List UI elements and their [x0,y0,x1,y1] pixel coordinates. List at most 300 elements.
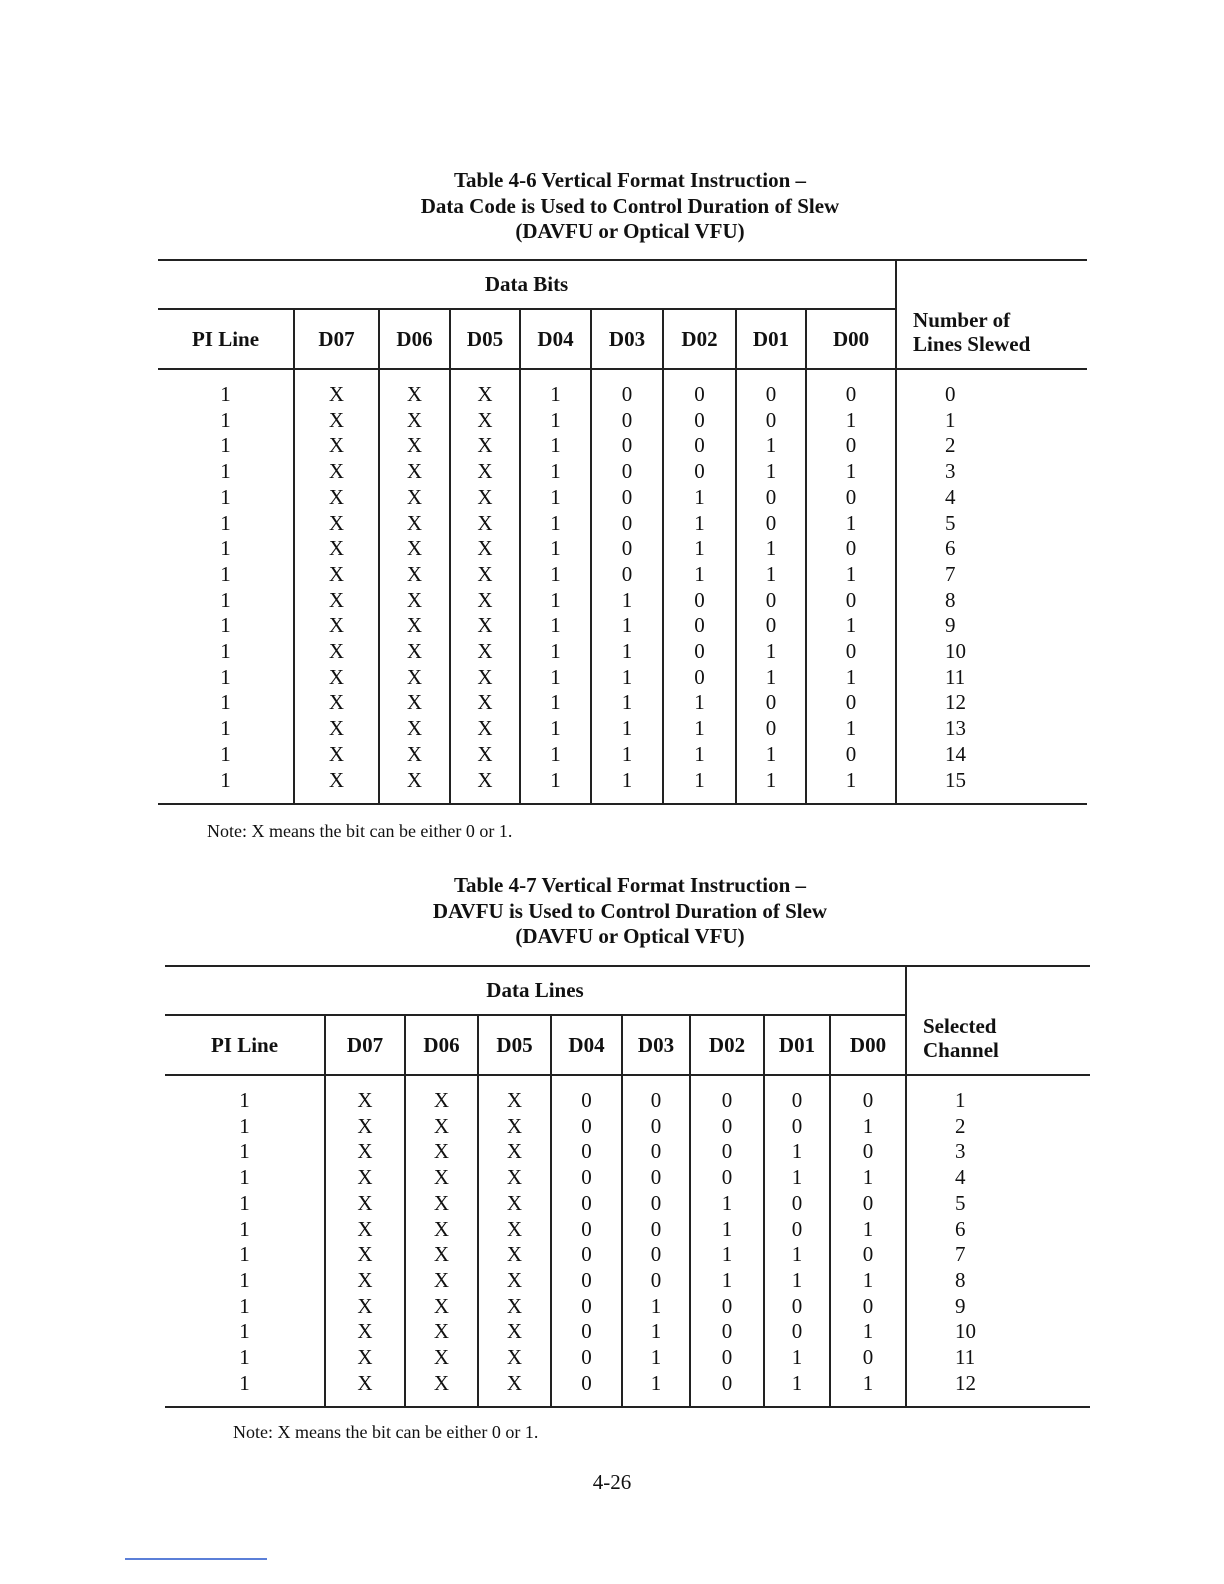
table-cell: X [405,1165,478,1191]
table-cell: 0 [663,613,736,639]
table-cell: 15 [896,768,1087,805]
table-cell: X [325,1191,405,1217]
table-cell: X [294,485,379,511]
table-cell: 0 [690,1345,764,1371]
table-cell: 0 [806,639,896,665]
table-cell: X [325,1345,405,1371]
table-cell: 0 [764,1114,830,1140]
table-row [158,742,1087,768]
table-cell: 1 [520,511,591,537]
column-header: D07 [325,1015,405,1075]
header-line: Number of [913,308,1011,332]
table-cell: 1 [239,1267,250,1292]
table-cell: X [379,613,450,639]
table-cell: 1 [663,511,736,537]
table-cell: 0 [663,665,736,691]
table-cell: 0 [663,369,736,408]
table-cell: 1 [622,1345,690,1371]
table-cell: 0 [806,485,896,511]
table-cell: X [294,716,379,742]
column-header: D06 [379,309,450,369]
table-cell: 13 [896,716,1087,742]
table-cell: X [405,1319,478,1345]
table-cell: X [405,1371,478,1408]
table-cell: 10 [896,639,1087,665]
table-cell: 1 [220,407,231,432]
table-cell: 1 [591,613,663,639]
table-row [165,1139,1090,1165]
table-row [158,716,1087,742]
table-cell: 0 [830,1242,906,1268]
table-cell: X [405,1242,478,1268]
table-cell: 1 [520,369,591,408]
table-cell: 0 [690,1139,764,1165]
table-cell: 0 [551,1075,622,1114]
table-cell: 0 [591,369,663,408]
table-cell: 1 [220,459,231,484]
table-cell: X [478,1294,551,1320]
table-cell: 8 [906,1268,1090,1294]
table-row [158,665,1087,691]
table-cell: 0 [551,1371,622,1408]
table-cell: 1 [663,485,736,511]
table-cell: 1 [520,639,591,665]
table-cell: 1 [906,1075,1090,1114]
table-cell: 0 [551,1268,622,1294]
table-cell: X [450,742,520,768]
table-cell: 4 [896,485,1087,511]
table-cell: 1 [830,1217,906,1243]
table-cell: X [379,665,450,691]
table-cell: X [405,1345,478,1371]
table-cell: 0 [663,459,736,485]
table-cell: X [325,1114,405,1140]
table-cell: 0 [764,1294,830,1320]
table-cell: 1 [520,613,591,639]
table-cell: X [325,1165,405,1191]
table-cell: 0 [690,1319,764,1345]
table-cell: X [450,716,520,742]
table-cell: X [450,369,520,408]
table-row [165,1319,1090,1345]
column-header: D01 [764,1015,830,1075]
table-cell: 1 [690,1217,764,1243]
table-cell: 0 [806,690,896,716]
table-cell: 0 [551,1319,622,1345]
table-cell: 1 [736,639,806,665]
table-cell: X [325,1268,405,1294]
table-cell: 0 [764,1217,830,1243]
table-cell: 0 [806,369,896,408]
table-row [165,1268,1090,1294]
table-cell: 0 [690,1165,764,1191]
caption-line: (DAVFU or Optical VFU) [515,924,745,948]
table-row [158,459,1087,485]
column-header: D00 [806,309,896,369]
table-cell: X [405,1139,478,1165]
table-cell: 9 [906,1294,1090,1320]
table-cell: 0 [690,1075,764,1114]
table-cell: 0 [591,459,663,485]
table-cell: X [379,485,450,511]
table-cell: X [405,1268,478,1294]
table-cell: 0 [764,1319,830,1345]
table-cell: 1 [520,716,591,742]
table-row [158,511,1087,537]
table-cell: X [379,433,450,459]
table-cell: 6 [896,536,1087,562]
table-cell: 0 [736,716,806,742]
table-cell: 1 [806,716,896,742]
column-header: PI Line [158,309,294,369]
table-cell: 0 [830,1294,906,1320]
table-cell: 11 [906,1345,1090,1371]
table-cell: X [478,1242,551,1268]
table-cell: 0 [622,1139,690,1165]
table-cell: 1 [520,665,591,691]
table-cell: X [405,1191,478,1217]
table-cell: 0 [622,1114,690,1140]
table-cell: 0 [736,588,806,614]
table-row [158,408,1087,434]
table-row [165,1242,1090,1268]
table-cell: 0 [736,369,806,408]
table-row [165,1165,1090,1191]
table-cell: 1 [622,1319,690,1345]
table-row [165,1191,1090,1217]
table-cell: 0 [663,639,736,665]
table-cell: 0 [736,408,806,434]
column-header: D03 [591,309,663,369]
table-cell: 1 [520,562,591,588]
table-cell: 1 [736,459,806,485]
table-cell: X [294,562,379,588]
table-cell: 1 [830,1114,906,1140]
table-cell: 0 [591,485,663,511]
table-cell: 1 [591,742,663,768]
column-header: D06 [405,1015,478,1075]
table-cell: X [379,408,450,434]
table-cell: X [478,1268,551,1294]
table-row [158,562,1087,588]
caption-line: Data Code is Used to Control Duration of Slew [420,193,840,218]
table-cell: X [325,1075,405,1114]
table-cell: 0 [896,369,1087,408]
table-row [165,1217,1090,1243]
table-cell: X [379,639,450,665]
table-cell: 1 [736,433,806,459]
table-row [158,433,1087,459]
table-cell: X [294,768,379,805]
table-cell: X [325,1319,405,1345]
table-cell: 1 [239,1139,250,1164]
table-cell: X [450,408,520,434]
table-cell: X [450,536,520,562]
table-cell: 0 [690,1371,764,1408]
table-cell: 1 [663,742,736,768]
caption-line: Table 4-7 Vertical Format Instruction – [453,873,807,897]
table-cell: 0 [663,588,736,614]
table-cell: 0 [551,1114,622,1140]
table-cell: 1 [806,459,896,485]
column-header: D05 [450,309,520,369]
table-cell: 1 [591,716,663,742]
table-cell: 9 [896,613,1087,639]
column-header: D01 [736,309,806,369]
table-cell: 1 [764,1139,830,1165]
table-cell: 0 [551,1139,622,1165]
table-cell: 1 [239,1319,250,1344]
table-cell: X [450,485,520,511]
table-cell: 1 [622,1371,690,1408]
table-cell: 0 [551,1191,622,1217]
page-number: 4-26 [592,1470,632,1494]
table-cell: 6 [906,1217,1090,1243]
column-header: D03 [622,1015,690,1075]
table-cell: 1 [239,1088,250,1112]
column-header: D02 [690,1015,764,1075]
table-cell: X [325,1217,405,1243]
table-cell: 1 [764,1165,830,1191]
table-cell: X [294,665,379,691]
table-cell: 1 [736,562,806,588]
table-cell: 1 [591,690,663,716]
table-cell: 1 [239,1345,250,1370]
table-cell: X [379,459,450,485]
table-cell: 0 [622,1268,690,1294]
table-cell: 1 [736,768,806,805]
table-cell: X [450,511,520,537]
table-cell: 2 [906,1114,1090,1140]
table-4-7-note: Note: X means the bit can be either 0 or 1. [233,1422,539,1442]
table-cell: 0 [622,1217,690,1243]
table-cell: 0 [830,1075,906,1114]
table-cell: X [450,665,520,691]
table-cell: X [294,433,379,459]
table-cell: 0 [622,1242,690,1268]
table-cell: 0 [690,1294,764,1320]
table-cell: 1 [896,408,1087,434]
table-cell: 12 [906,1371,1090,1408]
table-cell: 0 [830,1345,906,1371]
table-cell: 1 [806,562,896,588]
table-cell: 1 [239,1165,250,1190]
table-cell: 1 [764,1345,830,1371]
table-cell: 0 [551,1345,622,1371]
table-cell: X [379,690,450,716]
table-cell: 7 [896,562,1087,588]
table-cell: 1 [220,664,231,689]
table-cell: 0 [736,485,806,511]
table-cell: 1 [220,716,231,741]
table-cell: X [450,562,520,588]
table-cell: 5 [906,1191,1090,1217]
table-cell: 1 [830,1268,906,1294]
table-cell: 1 [220,561,231,586]
table-cell: 0 [806,588,896,614]
table-cell: X [450,433,520,459]
table-cell: 0 [806,433,896,459]
table-cell: X [478,1139,551,1165]
table-4-6-caption [0,168,1224,245]
table-cell: X [379,562,450,588]
table-row [165,1345,1090,1371]
table-cell: 1 [520,588,591,614]
column-header: D07 [294,309,379,369]
column-header: D00 [830,1015,906,1075]
table-cell: 1 [520,459,591,485]
table-row [158,485,1087,511]
header-line: Selected [923,1014,997,1038]
table-cell: X [325,1294,405,1320]
table-cell: 0 [736,511,806,537]
table-cell: 1 [806,768,896,805]
table-cell: 1 [520,408,591,434]
table-cell: 1 [663,690,736,716]
table-cell: X [478,1217,551,1243]
table-cell: 1 [690,1191,764,1217]
table-row [158,369,1087,408]
right-column-header [906,966,1090,1075]
table-cell: 0 [806,742,896,768]
table-cell: 1 [690,1242,764,1268]
table-cell: 1 [239,1242,250,1267]
table-cell: 1 [158,768,294,805]
table-cell: 1 [220,484,231,509]
table-cell: 1 [520,768,591,805]
table-cell: 1 [622,1294,690,1320]
table-cell: X [405,1294,478,1320]
table-cell: 1 [520,485,591,511]
table-cell: 7 [906,1242,1090,1268]
table-cell: X [294,536,379,562]
group-header: Data Lines [165,966,906,1015]
table-cell: 0 [663,408,736,434]
table-cell: 1 [220,613,231,638]
table-row [165,1294,1090,1320]
table-cell: 1 [165,1371,325,1408]
table-cell: X [379,588,450,614]
table-cell: 1 [520,690,591,716]
footer-rule [125,1558,267,1560]
table-cell: X [450,690,520,716]
table-cell: 1 [736,536,806,562]
table-cell: X [325,1371,405,1408]
table-cell: 0 [663,433,736,459]
table-cell: 1 [830,1165,906,1191]
table-cell: 1 [764,1371,830,1408]
table-cell: X [379,742,450,768]
table-cell: X [478,1191,551,1217]
table-cell: 1 [220,639,231,664]
table-cell: X [379,536,450,562]
table-cell: X [294,369,379,408]
table-cell: 1 [220,382,231,406]
table-cell: X [478,1075,551,1114]
table-4-7-caption [0,873,1224,950]
table-cell: 1 [806,408,896,434]
group-header: Data Bits [158,260,896,309]
table-cell: X [294,613,379,639]
table-cell: 11 [896,665,1087,691]
table-cell: 1 [806,511,896,537]
table-cell: X [379,369,450,408]
column-header: D05 [478,1015,551,1075]
table-row [158,639,1087,665]
table-cell: X [379,511,450,537]
table-cell: 2 [896,433,1087,459]
table-cell: X [450,459,520,485]
table-cell: 0 [622,1165,690,1191]
table-cell: 3 [906,1139,1090,1165]
table-cell: 4 [906,1165,1090,1191]
table-cell: 0 [736,613,806,639]
table-cell: 1 [239,1113,250,1138]
table-row [165,1075,1090,1114]
table-row [158,768,1087,805]
table-cell: 0 [551,1242,622,1268]
table-cell: 0 [591,562,663,588]
table-cell: 0 [622,1075,690,1114]
table-cell: 0 [591,536,663,562]
table-cell: 1 [220,690,231,715]
table-cell: X [405,1075,478,1114]
table-cell: 1 [663,536,736,562]
table-cell: 10 [906,1319,1090,1345]
header-line: Lines Slewed [913,332,1031,356]
table-4-6 [158,259,1087,805]
table-cell: 1 [220,510,231,535]
table-cell: X [405,1217,478,1243]
table-cell: X [294,511,379,537]
table-cell: 1 [830,1371,906,1408]
column-header: D02 [663,309,736,369]
right-column-header [896,260,1087,369]
caption-line: DAVFU is Used to Control Duration of Slew [432,898,828,923]
table-cell: 0 [806,536,896,562]
table-cell: 8 [896,588,1087,614]
table-cell: X [379,768,450,805]
table-cell: 0 [551,1217,622,1243]
table-cell: 1 [764,1242,830,1268]
table-cell: 1 [830,1319,906,1345]
table-cell: 0 [622,1191,690,1217]
table-cell: 1 [220,741,231,766]
table-cell: 0 [551,1294,622,1320]
table-cell: 1 [806,613,896,639]
table-cell: X [294,639,379,665]
table-cell: X [405,1114,478,1140]
table-cell: 0 [591,433,663,459]
column-header: D04 [520,309,591,369]
table-row [158,690,1087,716]
caption-line: Table 4-6 Vertical Format Instruction – [453,168,807,192]
table-cell: 12 [896,690,1087,716]
table-cell: 0 [591,511,663,537]
table-4-6-note: Note: X means the bit can be either 0 or 1. [207,821,513,841]
table-cell: X [294,588,379,614]
table-cell: X [450,588,520,614]
table-row [158,536,1087,562]
table-cell: 1 [736,742,806,768]
table-4-7 [165,965,1090,1408]
table-cell: 0 [736,690,806,716]
table-cell: 1 [520,433,591,459]
table-cell: 1 [806,665,896,691]
table-cell: 0 [690,1114,764,1140]
table-cell: X [478,1165,551,1191]
table-cell: 1 [591,639,663,665]
